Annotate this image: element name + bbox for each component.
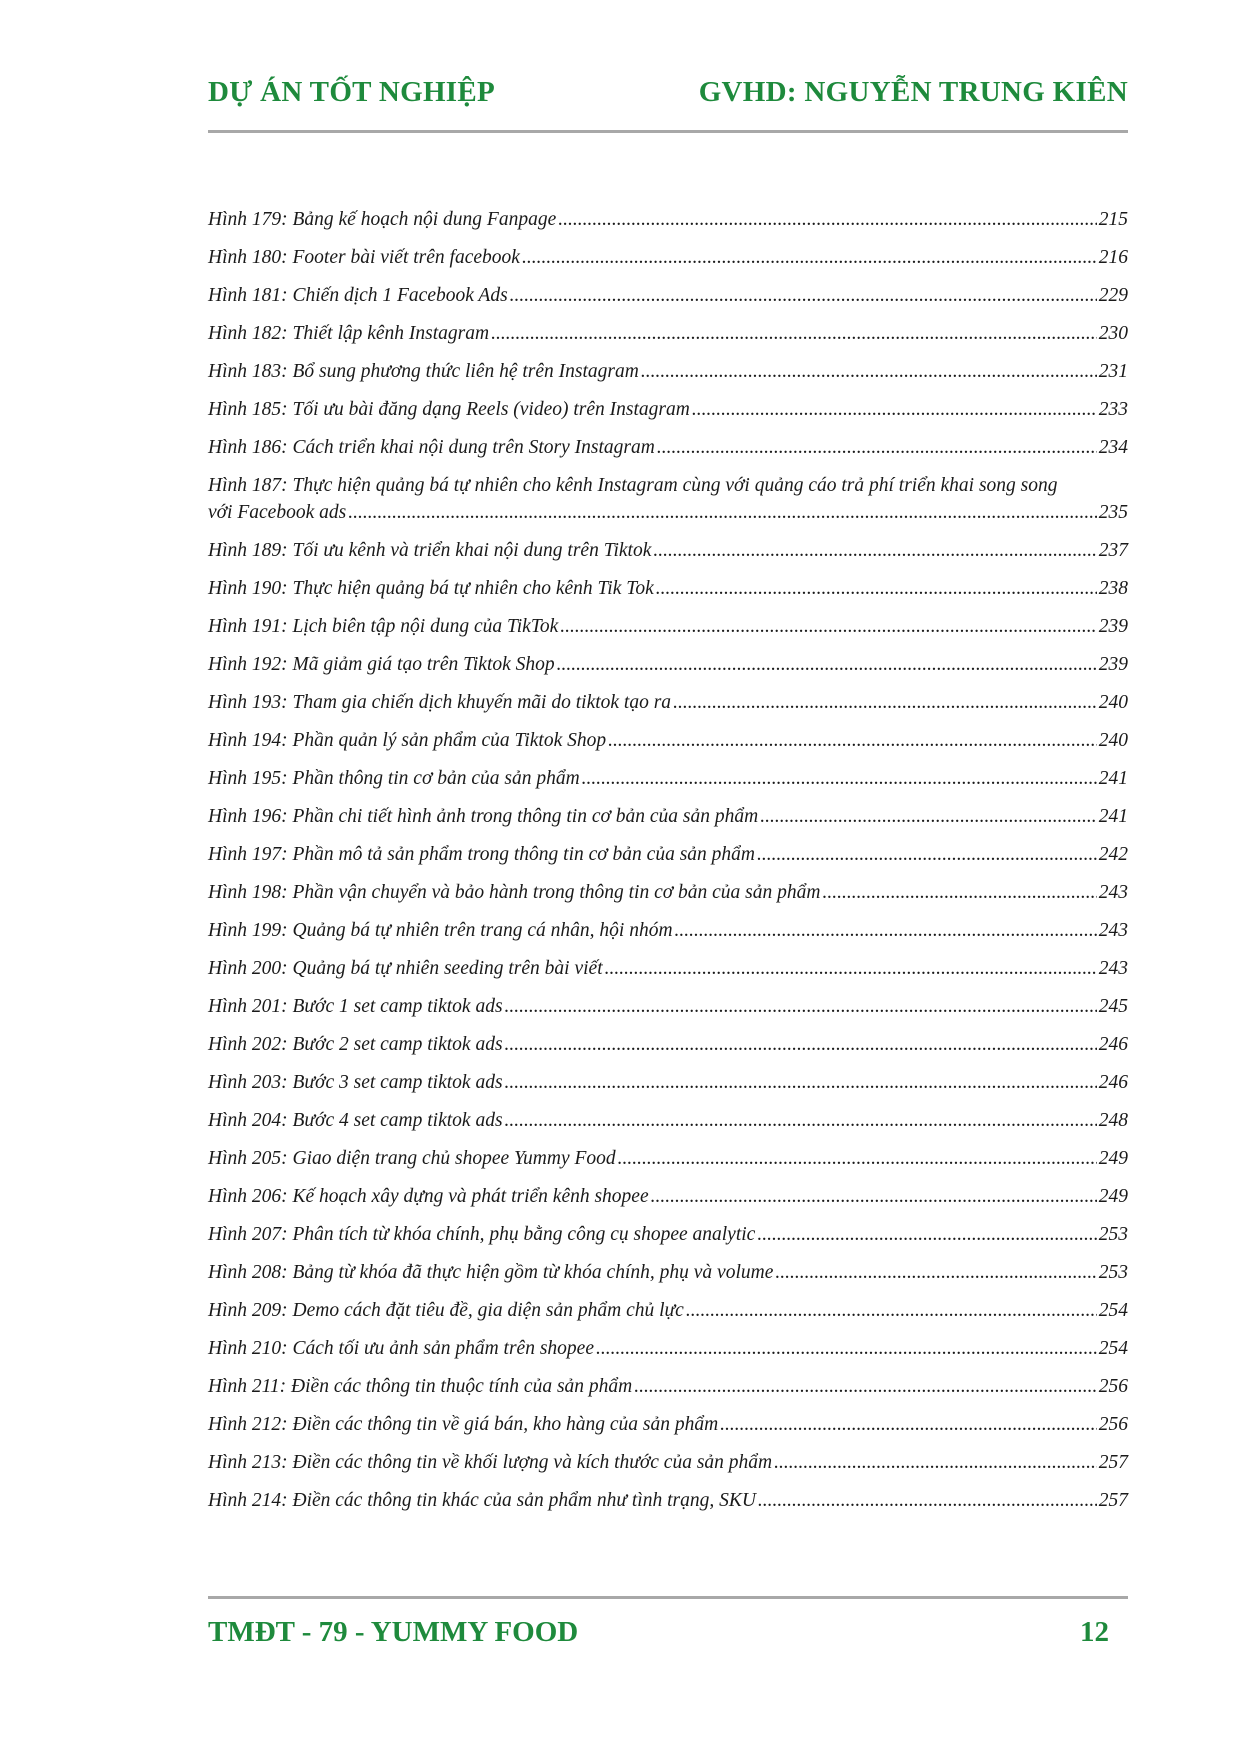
toc-entry[interactable]: [208, 613, 1128, 640]
toc-entry-page: 243: [1098, 920, 1128, 941]
toc-entry[interactable]: [208, 1373, 1128, 1400]
toc-entry-label: Hình 179: Bảng kế hoạch nội dung Fanpage: [208, 209, 557, 230]
advisor-name: GVHD: NGUYỄN TRUNG KIÊN: [698, 75, 1128, 108]
toc-entry[interactable]: [208, 651, 1128, 678]
toc-entry-page: 253: [1098, 1262, 1128, 1283]
toc-entry-label: Hình 208: Bảng từ khóa đã thực hiện gồm từ khóa chính, phụ và volume: [208, 1262, 774, 1283]
toc-entry-page: 240: [1098, 730, 1128, 751]
dot-leader: [605, 955, 1097, 982]
toc-entry-page: 241: [1098, 768, 1128, 789]
dot-leader: [582, 765, 1097, 792]
toc-entry[interactable]: [208, 993, 1128, 1020]
toc-entry[interactable]: [208, 1031, 1128, 1058]
toc-entry[interactable]: [208, 955, 1128, 982]
toc-entry-label: Hình 198: Phần vận chuyển và bảo hành trong thông tin cơ bản của sản phẩm: [208, 882, 821, 903]
dot-leader: [558, 206, 1097, 233]
dot-leader: [686, 1297, 1097, 1324]
dot-leader: [651, 1183, 1097, 1210]
toc-entry-label: Hình 195: Phần thông tin cơ bản của sản phẩm: [208, 768, 580, 789]
footer-title: TMĐT - 79 - YUMMY FOOD: [208, 1615, 579, 1648]
toc-entry-label: Hình 189: Tối ưu kênh và triển khai nội dung trên Tiktok: [208, 540, 652, 561]
toc-entry[interactable]: [208, 282, 1128, 309]
dot-leader: [557, 651, 1097, 678]
toc-entry-label: Hình 183: Bổ sung phương thức liên hệ trên Instagram: [208, 361, 639, 382]
toc-entry[interactable]: [208, 206, 1128, 233]
toc-entry[interactable]: [208, 472, 1128, 526]
toc-entry-label: Hình 213: Điền các thông tin về khối lượng và kích thước của sản phẩm: [208, 1452, 773, 1473]
toc-entry[interactable]: [208, 879, 1128, 906]
toc-entry-label: Hình 187: Thực hiện quảng bá tự nhiên cho kênh Instagram cùng với quảng cáo trả phí triển khai song song: [208, 475, 1058, 496]
toc-entry[interactable]: [208, 1487, 1128, 1514]
toc-entry-label: Hình 214: Điền các thông tin khác của sản phẩm như tình trạng, SKU: [208, 1490, 756, 1511]
toc-entry-label: Hình 204: Bước 4 set camp tiktok ads: [208, 1110, 503, 1131]
toc-entry-label: Hình 190: Thực hiện quảng bá tự nhiên cho kênh Tik Tok: [208, 578, 654, 599]
toc-entry[interactable]: [208, 689, 1128, 716]
toc-entry-label: Hình 207: Phân tích từ khóa chính, phụ bằng công cụ shopee analytic: [208, 1224, 756, 1245]
project-title: DỰ ÁN TỐT NGHIỆP: [208, 75, 496, 108]
dot-leader: [675, 917, 1097, 944]
toc-entry-page: 254: [1098, 1300, 1128, 1321]
dot-leader: [692, 396, 1097, 423]
toc-entry[interactable]: [208, 575, 1128, 602]
toc-entry[interactable]: [208, 358, 1128, 385]
toc-entry[interactable]: [208, 841, 1128, 868]
dot-leader: [720, 1411, 1097, 1438]
toc-entry-page: 240: [1098, 692, 1128, 713]
toc-entry[interactable]: [208, 320, 1128, 347]
toc-entry-page: 249: [1098, 1186, 1128, 1207]
toc-entry-label: Hình 181: Chiến dịch 1 Facebook Ads: [208, 285, 508, 306]
toc-entry-continuation: [208, 499, 1128, 526]
toc-entry-label: Hình 197: Phần mô tả sản phẩm trong thông tin cơ bản của sản phẩm: [208, 844, 755, 865]
toc-entry-page: 243: [1098, 882, 1128, 903]
toc-entry[interactable]: [208, 803, 1128, 830]
dot-leader: [641, 358, 1097, 385]
dot-leader: [673, 689, 1097, 716]
dot-leader: [656, 575, 1097, 602]
toc-entry-page: 238: [1098, 578, 1128, 599]
dot-leader: [505, 1031, 1097, 1058]
toc-entry[interactable]: [208, 1069, 1128, 1096]
toc-entry-page: 243: [1098, 958, 1128, 979]
toc-entry-page: 248: [1098, 1110, 1128, 1131]
dot-leader: [608, 727, 1097, 754]
dot-leader: [822, 879, 1096, 906]
dot-leader: [775, 1259, 1096, 1286]
dot-leader: [760, 803, 1097, 830]
toc-entry-page: 230: [1098, 323, 1128, 344]
dot-leader: [757, 1221, 1096, 1248]
toc-entry-label: Hình 194: Phần quản lý sản phẩm của Tiktok Shop: [208, 730, 607, 751]
toc-entry-label: Hình 182: Thiết lập kênh Instagram: [208, 323, 490, 344]
toc-entry[interactable]: [208, 765, 1128, 792]
toc-entry-page: 241: [1098, 806, 1128, 827]
dot-leader: [522, 244, 1097, 271]
toc-entry-label: Hình 193: Tham gia chiến dịch khuyến mãi do tiktok tạo ra: [208, 692, 672, 713]
toc-entry-page: 229: [1098, 285, 1128, 306]
toc-entry[interactable]: [208, 1297, 1128, 1324]
toc-entry-label: Hình 185: Tối ưu bài đăng dạng Reels (video) trên Instagram: [208, 399, 690, 420]
dot-leader: [657, 434, 1097, 461]
toc-entry[interactable]: [208, 1259, 1128, 1286]
dot-leader: [596, 1335, 1097, 1362]
toc-entry-label-continued: với Facebook ads: [208, 502, 347, 523]
toc-entry-label: Hình 202: Bước 2 set camp tiktok ads: [208, 1034, 503, 1055]
page-number: 12: [1080, 1615, 1109, 1648]
toc-entry-page: 254: [1098, 1338, 1128, 1359]
toc-entry-label: Hình 186: Cách triển khai nội dung trên Story Instagram: [208, 437, 655, 458]
toc-entry[interactable]: [208, 917, 1128, 944]
toc-entry-label: Hình 210: Cách tối ưu ảnh sản phẩm trên shopee: [208, 1338, 594, 1359]
dot-leader: [653, 537, 1096, 564]
toc-entry-page: 253: [1098, 1224, 1128, 1245]
toc-entry[interactable]: [208, 1449, 1128, 1476]
toc-entry-page: 234: [1098, 437, 1128, 458]
toc-entry[interactable]: [208, 1335, 1128, 1362]
page-header: [208, 72, 1128, 112]
list-of-figures: [208, 206, 1128, 1525]
toc-entry-label: Hình 192: Mã giảm giá tạo trên Tiktok Shop: [208, 654, 555, 675]
toc-entry-label: Hình 212: Điền các thông tin về giá bán, kho hàng của sản phẩm: [208, 1414, 719, 1435]
toc-entry-page: 233: [1098, 399, 1128, 420]
toc-entry-page: 245: [1098, 996, 1128, 1017]
dot-leader: [505, 1107, 1097, 1134]
dot-leader: [505, 1069, 1097, 1096]
toc-entry-page: 237: [1098, 540, 1128, 561]
dot-leader: [757, 841, 1097, 868]
toc-entry[interactable]: [208, 1145, 1128, 1172]
dot-leader: [505, 993, 1097, 1020]
toc-entry-page: 216: [1098, 247, 1128, 268]
toc-entry-label: Hình 211: Điền các thông tin thuộc tính của sản phẩm: [208, 1376, 633, 1397]
toc-entry[interactable]: [208, 244, 1128, 271]
toc-entry[interactable]: [208, 1221, 1128, 1248]
toc-entry-page: 239: [1098, 616, 1128, 637]
toc-entry-page: 231: [1098, 361, 1128, 382]
dot-leader: [774, 1449, 1097, 1476]
toc-entry-label: Hình 200: Quảng bá tự nhiên seeding trên bài viết: [208, 958, 603, 979]
toc-entry-page: 249: [1098, 1148, 1128, 1169]
toc-entry[interactable]: [208, 434, 1128, 461]
toc-entry-label: Hình 180: Footer bài viết trên facebook: [208, 247, 520, 268]
toc-entry-page: 256: [1098, 1414, 1128, 1435]
toc-entry-label: Hình 201: Bước 1 set camp tiktok ads: [208, 996, 503, 1017]
dot-leader: [491, 320, 1097, 347]
toc-entry[interactable]: [208, 1183, 1128, 1210]
toc-entry-page: 239: [1098, 654, 1128, 675]
toc-entry-label: Hình 209: Demo cách đặt tiêu đề, gia diện sản phẩm chủ lực: [208, 1300, 684, 1321]
dot-leader: [560, 613, 1096, 640]
dot-leader: [618, 1145, 1097, 1172]
toc-entry-page: 215: [1098, 209, 1128, 230]
toc-entry[interactable]: [208, 727, 1128, 754]
toc-entry-label: Hình 196: Phần chi tiết hình ảnh trong thông tin cơ bản của sản phẩm: [208, 806, 759, 827]
toc-entry-label: Hình 205: Giao diện trang chủ shopee Yummy Food: [208, 1148, 616, 1169]
toc-entry-label: Hình 203: Bước 3 set camp tiktok ads: [208, 1072, 503, 1093]
toc-entry-page: 257: [1098, 1452, 1128, 1473]
footer-divider: [208, 1596, 1128, 1599]
dot-leader: [634, 1373, 1097, 1400]
toc-entry-page: 235: [1098, 502, 1128, 523]
toc-entry[interactable]: [208, 1411, 1128, 1438]
toc-entry[interactable]: [208, 1107, 1128, 1134]
toc-entry-label: Hình 199: Quảng bá tự nhiên trên trang cá nhân, hội nhóm: [208, 920, 673, 941]
toc-entry-page: 246: [1098, 1072, 1128, 1093]
dot-leader: [348, 499, 1097, 526]
toc-entry-page: 242: [1098, 844, 1128, 865]
toc-entry[interactable]: [208, 396, 1128, 423]
toc-entry-page: 256: [1098, 1376, 1128, 1397]
toc-entry-page: 246: [1098, 1034, 1128, 1055]
header-divider: [208, 130, 1128, 133]
toc-entry-page: 257: [1098, 1490, 1128, 1511]
toc-entry-label: Hình 206: Kế hoạch xây dựng và phát triển kênh shopee: [208, 1186, 649, 1207]
dot-leader: [758, 1487, 1097, 1514]
toc-entry-label: Hình 191: Lịch biên tập nội dung của TikTok: [208, 616, 559, 637]
dot-leader: [510, 282, 1097, 309]
page-footer: [208, 1612, 1109, 1652]
toc-entry[interactable]: [208, 537, 1128, 564]
